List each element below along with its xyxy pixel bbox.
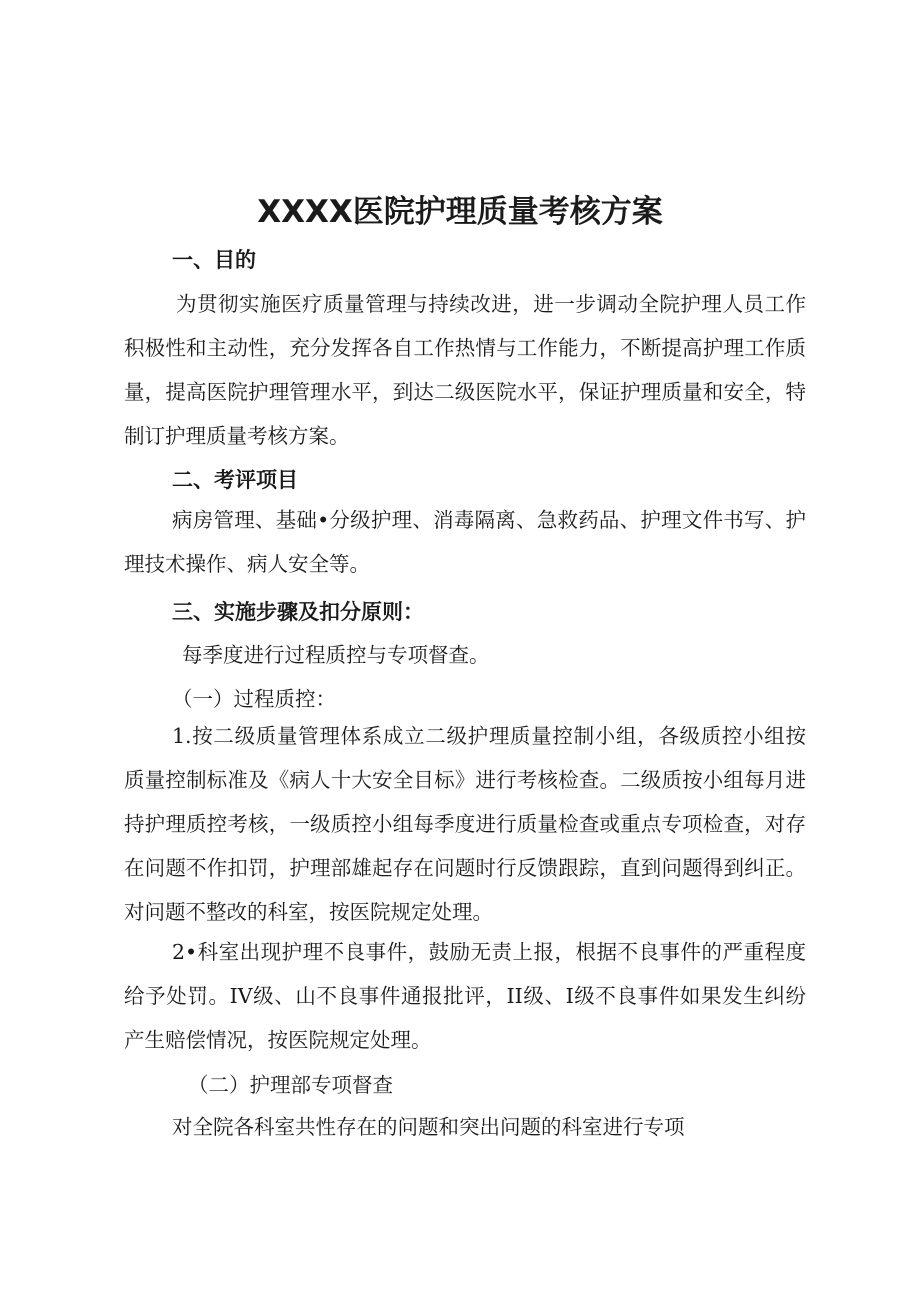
document-title: XXXX医院护理质量考核方案 — [257, 194, 663, 230]
section-heading-steps: 三、实施步骤及扣分原则： — [172, 600, 424, 624]
items-paragraph: 病房管理、基础•分级护理、消毒隔离、急救药品、护理文件书写、护理技术操作、病人安全等。 — [124, 508, 806, 576]
subsection-heading-special-inspection: （二）护理部专项督查 — [188, 1073, 393, 1097]
point-1-paragraph: 1.按二级质量管理体系成立二级护理质量控制小组，各级质控小组按质量控制标准及《病人十大安全目标》进行考核检查。二级质按小组每月进持护理质控考核，一级质控小组每季度进行质量检查或重点专项检查，对存在问题不作扣罚，护理部雄起存在问题时行反馈跟踪，直到问题得到纠正。对问题不整改的科室，按医院规定处理。 — [124, 724, 806, 924]
section-heading-items: 二、考评项目 — [172, 468, 298, 492]
subsection-heading-process-control: （一）过程质控： — [172, 687, 336, 711]
special-inspection-paragraph: 对全院各科室共性存在的问题和突出问题的科室进行专项 — [172, 1115, 685, 1139]
purpose-paragraph: 为贯彻实施医疗质量管理与持续改进，进一步调动全院护理人员工作积极性和主动性，充分发挥各自工作热情与工作能力，不断提高护理工作质量，提高医院护理管理水平，到达二级医院水平，保证护理质量和安全，特制订护理质量考核方案。 — [124, 292, 806, 448]
steps-intro: 每季度进行过程质控与专项督查。 — [182, 643, 490, 667]
point-2-paragraph: 2•科室出现护理不良事件，鼓励无责上报，根据不良事件的严重程度给予处罚。IV级、山不良事件通报批评，II级、I级不良事件如果发生纠纷产生赔偿情况，按医院规定处理。 — [124, 940, 806, 1052]
section-heading-purpose: 一、目的 — [172, 248, 256, 272]
